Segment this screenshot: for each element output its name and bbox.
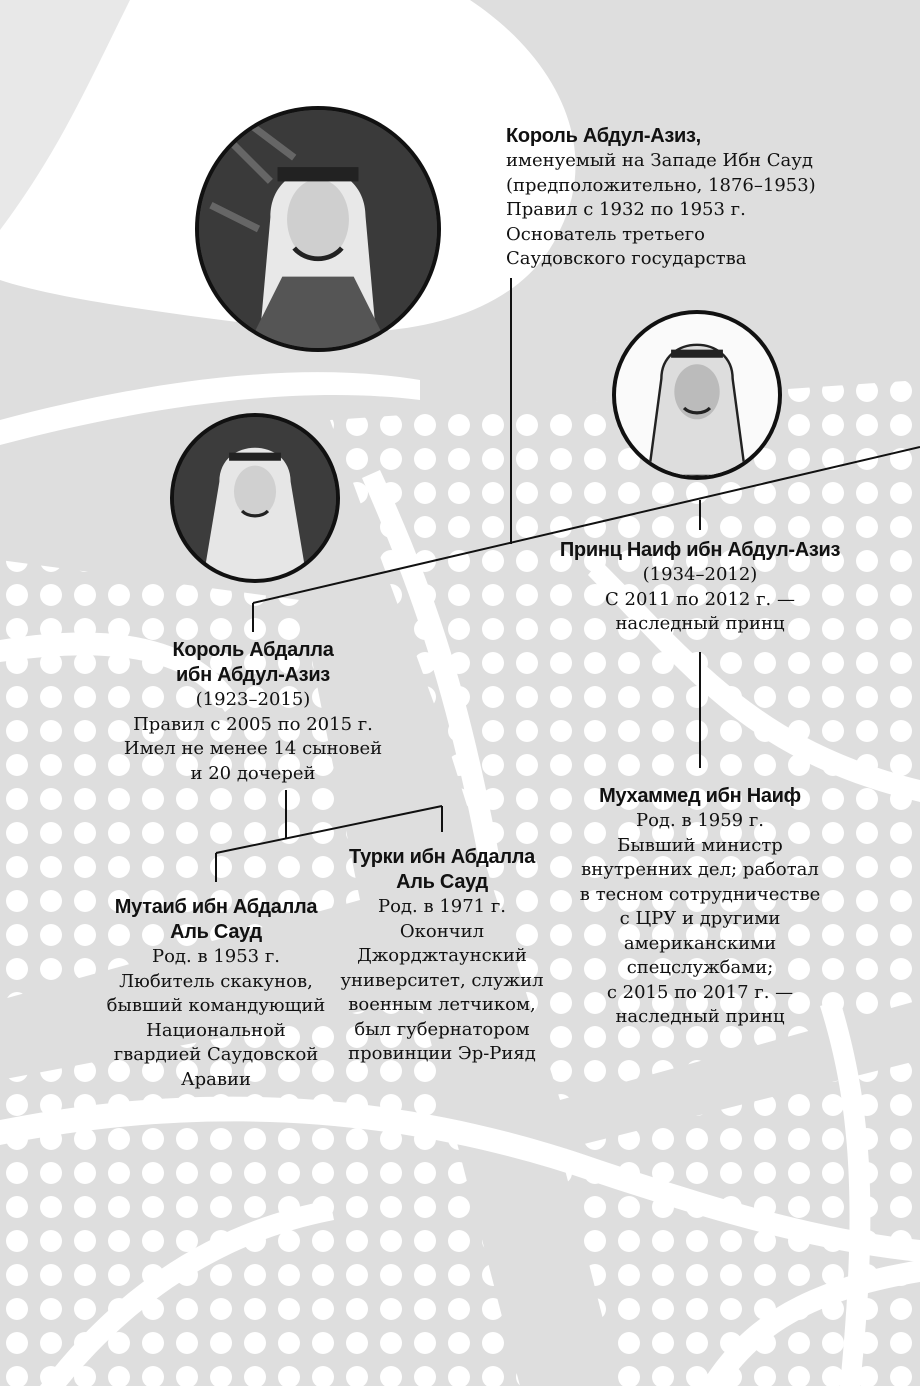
- abdallah-desc-line: и 20 дочерей: [190, 762, 316, 784]
- turki-desc-line: Окончил: [399, 920, 485, 942]
- node-turki: [322, 845, 562, 1067]
- mutaib-desc-line: гвардией Саудовской: [113, 1044, 319, 1065]
- mutaib-name: Мутаиб ибн Абдалла: [114, 896, 318, 918]
- muhammad-desc-line: спецслужбами;: [626, 957, 774, 978]
- muhammad-desc-line: Бывший министр: [617, 834, 783, 856]
- naif-desc-line: (1934–2012): [642, 564, 758, 585]
- naif-desc-line: наследный принц: [615, 613, 785, 634]
- mutaib-desc-line: Род. в 1953 г.: [151, 946, 280, 967]
- mutaib-desc-line: Аравии: [180, 1068, 251, 1090]
- node-muhammad: [570, 784, 830, 1030]
- muhammad-desc-line: внутренних дел; работал: [581, 859, 819, 880]
- muhammad-desc-line: американскими: [623, 932, 777, 954]
- node-abdallah: [108, 638, 398, 786]
- abdallah-desc-line: Правил с 2005 по 2015 г.: [133, 713, 373, 735]
- abdul-aziz-desc-line: (предположительно, 1876–1953): [506, 174, 816, 196]
- muhammad-desc-line: наследный принц: [615, 1006, 785, 1027]
- abdallah-desc-line: (1923–2015): [195, 689, 311, 710]
- abdallah-name: ибн Абдул-Азиз: [176, 664, 330, 686]
- turki-desc-line: провинции Эр-Рияд: [348, 1043, 536, 1064]
- node-abdul-aziz: [506, 124, 826, 272]
- portrait-abdul-aziz: [195, 106, 441, 352]
- abdul-aziz-desc-line: именуемый на Западе Ибн Сауд: [506, 150, 813, 171]
- mutaib-name: Аль Сауд: [170, 921, 262, 943]
- turki-desc-line: был губернатором: [354, 1018, 530, 1040]
- mutaib-desc-line: Любитель скакунов,: [119, 970, 313, 992]
- muhammad-name: Мухаммед ибн Наиф: [599, 785, 801, 807]
- mutaib-desc-line: бывший командующий: [106, 995, 326, 1016]
- mutaib-desc-line: Национальной: [146, 1019, 286, 1041]
- portrait-naif: [612, 310, 782, 480]
- abdul-aziz-desc-line: Правил с 1932 по 1953 г.: [506, 199, 746, 220]
- muhammad-desc-line: в тесном сотрудничестве: [579, 883, 821, 905]
- node-naif: [550, 538, 850, 637]
- turki-desc-line: военным летчиком,: [348, 994, 536, 1015]
- naif-desc-line: С 2011 по 2012 г. —: [605, 588, 795, 610]
- turki-desc-line: Род. в 1971 г.: [377, 896, 506, 917]
- abdul-aziz-name: Король Абдул-Азиз,: [506, 125, 701, 147]
- portrait-abdallah: [170, 413, 340, 583]
- abdallah-name: Король Абдалла: [172, 639, 334, 661]
- turki-name: Аль Сауд: [396, 871, 488, 893]
- turki-name: Турки ибн Абдалла: [349, 846, 535, 868]
- abdul-aziz-desc-line: Основатель третьего: [506, 223, 705, 245]
- turki-desc-line: Джорджтаунский: [357, 945, 527, 966]
- muhammad-desc-line: с ЦРУ и другими: [619, 908, 781, 929]
- abdallah-desc-line: Имел не менее 14 сыновей: [123, 738, 383, 759]
- naif-name: Принц Наиф ибн Абдул-Азиз: [559, 539, 841, 561]
- node-mutaib: [96, 895, 336, 1092]
- muhammad-desc-line: с 2015 по 2017 г. —: [606, 981, 794, 1003]
- muhammad-desc-line: Род. в 1959 г.: [635, 810, 764, 831]
- turki-desc-line: университет, служил: [340, 969, 544, 991]
- abdul-aziz-desc-line: Саудовского государства: [506, 248, 747, 269]
